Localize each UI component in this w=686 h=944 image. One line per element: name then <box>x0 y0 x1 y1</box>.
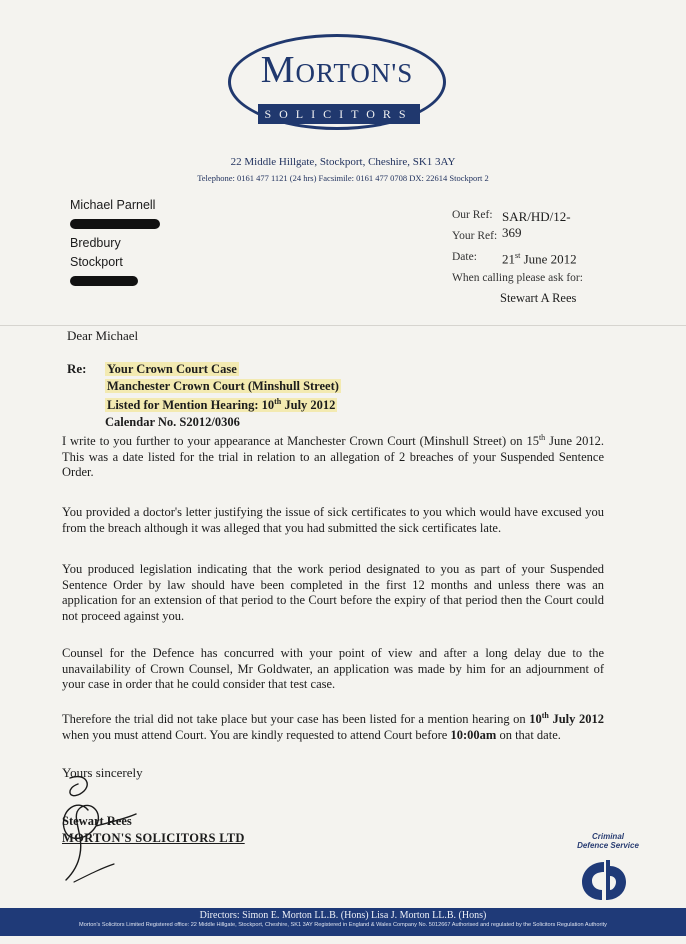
paragraph-5-end: on that date. <box>496 727 561 742</box>
footer-directors: Directors: Simon E. Morton LL.B. (Hons) Lisa J. Morton LL.B. (Hons) <box>199 910 487 921</box>
paragraph-5-month: July 2012 <box>548 712 604 726</box>
subject-line-3-sup: th <box>274 397 282 406</box>
paragraph-5-date <box>529 712 604 726</box>
re-label: Re: <box>67 361 87 376</box>
logo-wordmark <box>228 48 446 92</box>
recipient-city: Stockport <box>70 255 123 269</box>
cds-logo-icon <box>574 856 634 904</box>
cds-line-1: Criminal <box>591 832 624 841</box>
paragraph-2: You provided a doctor's letter justifying the issue of sick certificates to you which would have excused you from the breach although it was alleged that you had submitted the sick certificates late. <box>62 505 604 535</box>
subject-line-3-text: Listed for Mention Hearing: 10 <box>107 398 275 413</box>
handwritten-signature <box>50 770 190 890</box>
date-day: 21 <box>502 251 515 267</box>
paragraph-3: You produced legislation indicating that the work period designated to you as part of your Suspended Sentence Order by law should have been completed in the first 12 months and unless there was an application for an extension of that period to the Court before the expiry of that period then the Court could not proceed against you. <box>62 562 604 623</box>
redacted-street <box>70 219 160 229</box>
firm-contact-line: Telephone: 0161 477 1121 (24 hrs) Facsimile: 0161 477 0708 DX: 22614 Stockport 2 <box>197 173 489 183</box>
subject-line-1: Your Crown Court Case <box>107 362 237 376</box>
letter-date <box>502 251 577 267</box>
logo-wordmark-rest: ORTON'S <box>295 58 414 88</box>
paragraph-1 <box>62 434 604 481</box>
logo-initial: M <box>260 49 296 91</box>
subject-line-2: Manchester Crown Court (Minshull Street) <box>107 378 339 393</box>
firm-address: 22 Middle Hillgate, Stockport, Cheshire, SK1 3AY <box>230 156 456 168</box>
cds-wordmark <box>560 832 656 850</box>
footer-registration: Morton's Solicitors Limited Registered office: 22 Middle Hillgate, Stockport, Cheshire, SK1 3AY Registered in England & Wales Company No. 5012667 Authorised and regulated by the Solicitors Regulation Authority <box>79 922 607 928</box>
subject-block <box>105 361 341 430</box>
paragraph-5-day: 10 <box>529 712 542 726</box>
paragraph-5 <box>62 712 604 743</box>
paragraph-5-time: 10:00am <box>450 727 497 742</box>
your-ref-label: Your Ref: <box>452 230 498 242</box>
recipient-name: Michael Parnell <box>70 198 156 212</box>
paragraph-1-sup: th <box>538 432 546 442</box>
paragraph-1-rest: June 2012. This was a date listed for the trial in relation to an allegation of 2 breaches of your Suspended Sentence Order. <box>62 434 605 479</box>
our-ref-value: SAR/HD/12-369 <box>502 209 571 240</box>
firm-name: MORTON'S SOLICITORS LTD <box>62 831 245 845</box>
contact-person: Stewart A Rees <box>500 291 577 305</box>
subject-line-4: Calendar No. S2012/0306 <box>105 414 240 429</box>
cds-line-2: Defence Service <box>577 841 639 850</box>
paragraph-1-text: I write to you further to your appearance at Manchester Crown Court (Minshull Street) on 15 <box>62 434 539 448</box>
our-ref-label: Our Ref: <box>452 209 493 221</box>
paragraph-4: Counsel for the Defence has concurred with your point of view and after a long delay due to the unavailability of Crown Counsel, Mr Goldwater, an application was made by him for an adjournment of your case in order that he could consider that test case. <box>62 646 604 691</box>
date-rest: June 2012 <box>520 251 577 267</box>
subject-line-3 <box>105 398 337 412</box>
subject-line-3-date: July 2012 <box>281 398 336 413</box>
paragraph-5-sup: th <box>541 710 549 720</box>
calling-label: When calling please ask for: <box>452 272 583 284</box>
valediction: Yours sincerely <box>62 765 143 780</box>
reference-block <box>452 209 583 290</box>
recipient-address <box>70 196 160 291</box>
recipient-town: Bredbury <box>70 236 121 250</box>
fold-line <box>0 325 686 326</box>
date-suffix: st <box>515 251 521 260</box>
paragraph-5-middle: when you must attend Court. You are kindly requested to attend Court before <box>62 727 451 742</box>
logo-band: SOLICITORS <box>258 104 420 124</box>
paragraph-5-text: Therefore the trial did not take place but your case has been listed for a mention hearing on <box>62 712 530 726</box>
redacted-postcode <box>70 276 138 286</box>
salutation: Dear Michael <box>67 328 139 343</box>
signer-name: Stewart Rees <box>62 814 132 828</box>
date-label: Date: <box>452 251 477 263</box>
